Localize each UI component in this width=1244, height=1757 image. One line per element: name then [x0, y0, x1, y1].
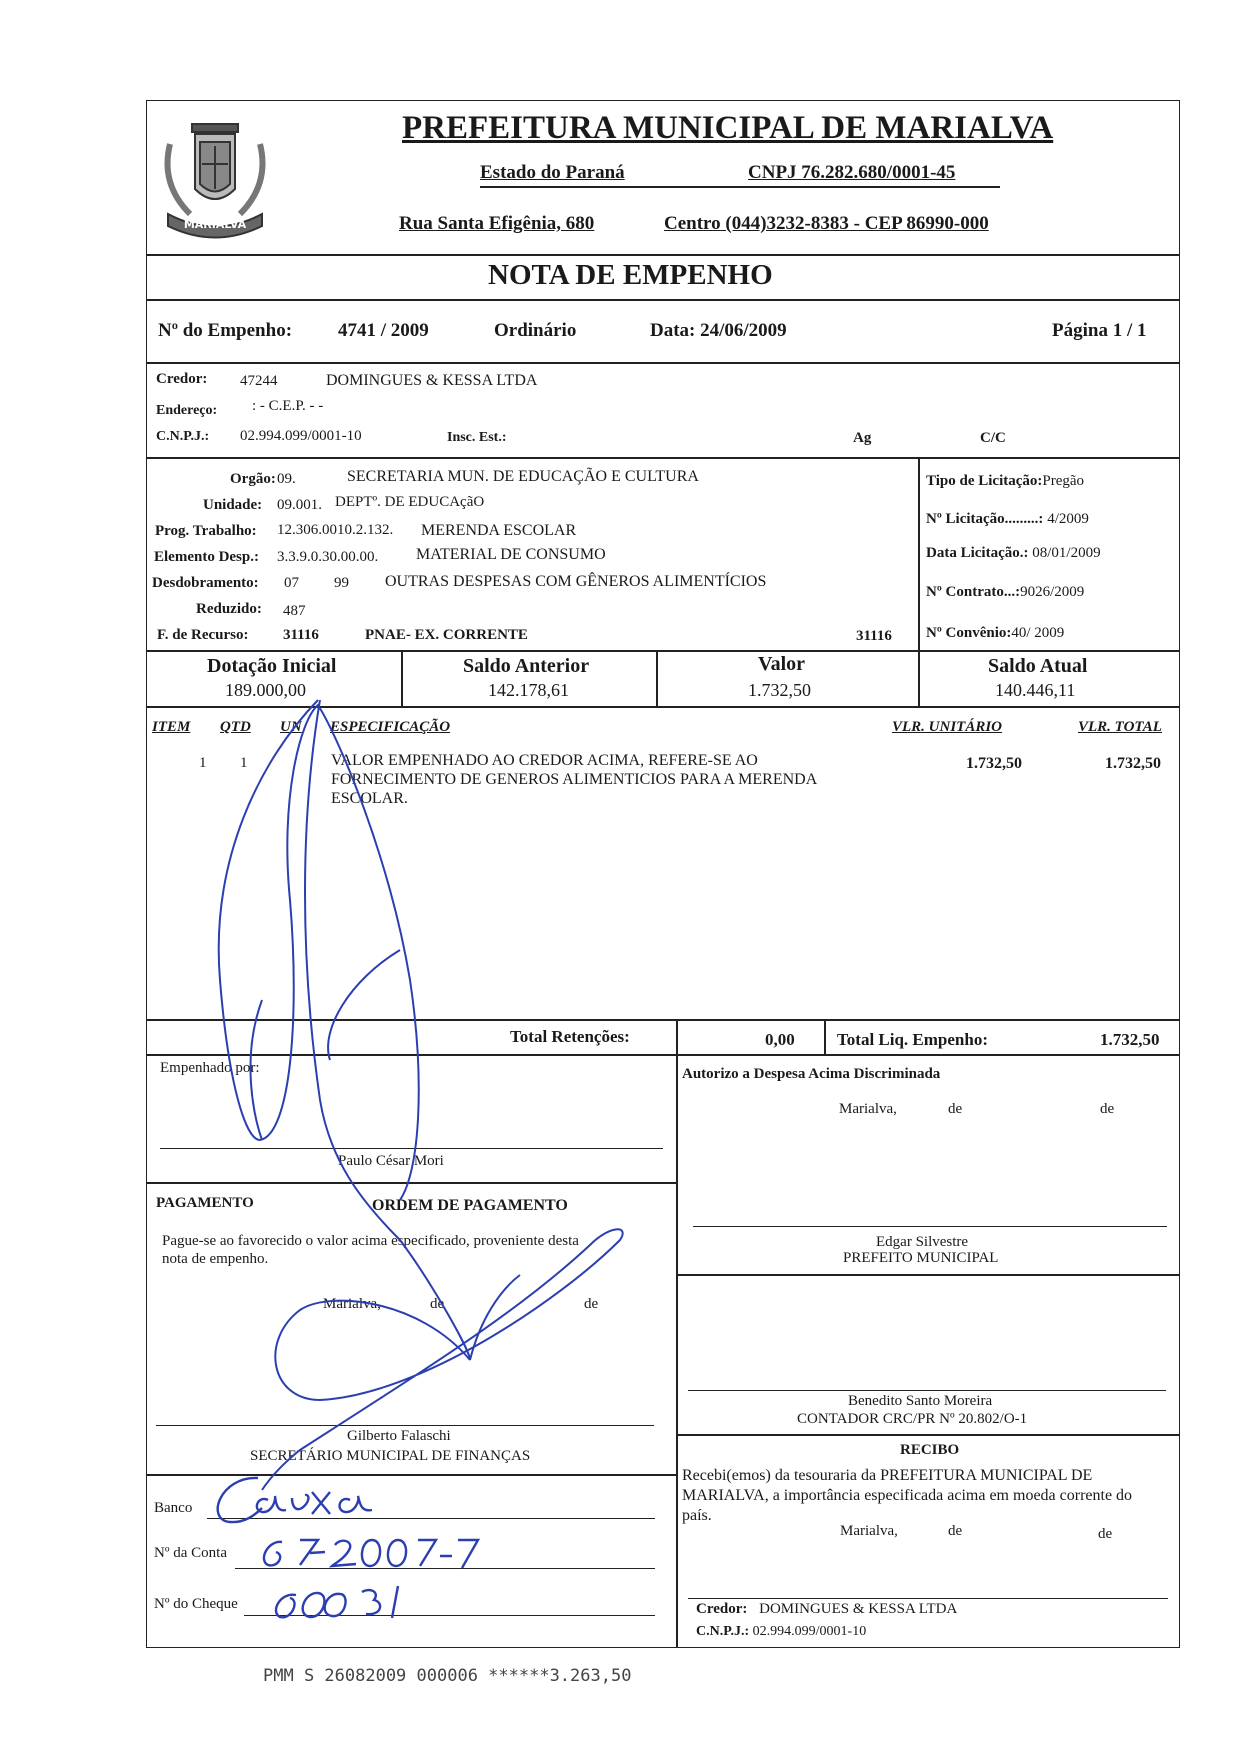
pagamento-text-line1: Pague-se ao favorecido o valor acima especificado, proveniente desta: [162, 1233, 579, 1249]
bank-stamp: PMM S 26082009 000006 ******3.263,50: [263, 1666, 632, 1686]
contrato-value: 9026/2009: [1020, 584, 1085, 600]
pagamento-de1: de: [430, 1296, 445, 1312]
col-especificacao: ESPECIFICAÇÃO: [330, 719, 451, 735]
signature-line: [160, 1148, 663, 1149]
page-number: Página 1 / 1: [1052, 320, 1147, 341]
prog-trabalho-code: 12.306.0010.2.132.: [277, 522, 394, 538]
state-label: Estado do Paraná: [480, 162, 625, 183]
signature-line: [688, 1390, 1166, 1391]
district-phone-cep: Centro (044)3232-8383 - CEP 86990-000: [664, 213, 989, 234]
crest-icon: [150, 104, 280, 254]
contrato-label: Nº Contrato...:: [926, 584, 1021, 600]
divider: [146, 1054, 1180, 1056]
insc-est-label: Insc. Est.:: [447, 430, 507, 445]
document-title: NOTA DE EMPENHO: [488, 259, 773, 291]
cheque-line: [244, 1615, 655, 1616]
signature-line: [693, 1226, 1167, 1227]
convenio-value: 40/ 2009: [1011, 625, 1065, 641]
retencoes-label: Total Retenções:: [510, 1027, 630, 1046]
numero-licitacao-value: 4/2009: [1043, 511, 1089, 527]
recibo-cnpj: [696, 1624, 866, 1640]
col-item: ITEM: [152, 719, 191, 735]
vertical-divider: [824, 1019, 826, 1055]
reduzido-label: Reduzido:: [196, 601, 262, 617]
divider: [146, 254, 1180, 256]
recibo-credor-value: DOMINGUES & KESSA LTDA: [759, 1601, 958, 1617]
saldo-anterior-value: 142.178,61: [488, 680, 569, 700]
recibo-city: Marialva,: [840, 1523, 898, 1539]
convenio: [926, 625, 1064, 642]
divider: [146, 362, 1180, 364]
prog-trabalho-name: MERENDA ESCOLAR: [421, 522, 577, 539]
recurso-code: 31116: [283, 627, 319, 643]
ag-label: Ag: [853, 430, 872, 446]
desdobramento-code1: 07: [284, 575, 299, 591]
dotacao-inicial-label: Dotação Inicial: [207, 655, 337, 677]
banco-line: [207, 1518, 655, 1519]
recurso-code2: 31116: [856, 628, 892, 644]
recibo-text-line3: país.: [682, 1507, 712, 1524]
divider: [146, 1182, 677, 1184]
data-licitacao-value: 08/01/2009: [1028, 545, 1101, 561]
cheque-label: Nº do Cheque: [154, 1596, 238, 1612]
pagamento-de2: de: [584, 1296, 599, 1312]
vertical-divider: [918, 650, 920, 706]
recibo-de1: de: [948, 1523, 963, 1539]
unidade-name: DEPTº. DE EDUCAçãO: [335, 494, 485, 510]
col-vlr-unitario: VLR. UNITÁRIO: [892, 719, 1003, 735]
recibo-credor-label: Credor:: [696, 1601, 748, 1617]
item-number: 1: [199, 755, 207, 771]
col-qtd: QTD: [220, 719, 251, 735]
col-un: UN: [280, 719, 302, 735]
saldo-anterior-label: Saldo Anterior: [463, 655, 590, 677]
autorizo-de2: de: [1100, 1101, 1115, 1117]
autorizo-de1: de: [948, 1101, 963, 1117]
secretario-role: SECRETÁRIO MUNICIPAL DE FINANÇAS: [250, 1448, 531, 1464]
divider: [146, 299, 1180, 301]
contador-name: Benedito Santo Moreira: [848, 1393, 993, 1409]
prefeito-role: PREFEITO MUNICIPAL: [843, 1250, 999, 1266]
recibo-text-line2: MARIALVA, a importância especificada acima em moeda corrente do: [682, 1487, 1133, 1504]
col-vlr-total: VLR. TOTAL: [1078, 719, 1162, 735]
crest-logo: [150, 104, 280, 254]
vertical-divider: [676, 1019, 678, 1055]
divider: [146, 650, 1180, 652]
saldo-atual-label: Saldo Atual: [988, 655, 1088, 677]
secretario-name: Gilberto Falaschi: [347, 1428, 451, 1444]
prog-trabalho-label: Prog. Trabalho:: [155, 523, 257, 539]
valor-value: 1.732,50: [748, 680, 811, 700]
elemento-label: Elemento Desp.:: [154, 549, 259, 565]
unidade-code: 09.001.: [277, 497, 322, 513]
valor-label: Valor: [758, 653, 806, 675]
conta-label: Nº da Conta: [154, 1545, 227, 1561]
conta-line: [235, 1568, 655, 1569]
pagamento-city: Marialva,: [323, 1296, 381, 1312]
prefeito-name: Edgar Silvestre: [876, 1234, 969, 1250]
ordem-pagamento: ORDEM DE PAGAMENTO: [372, 1197, 568, 1214]
divider: [146, 1474, 677, 1476]
vertical-divider: [401, 650, 403, 706]
reduzido-value: 487: [283, 603, 306, 619]
address-label: Rua Santa Efigênia, 680: [399, 213, 595, 234]
item-total-value: 1.732,50: [1105, 755, 1161, 772]
liquido-label: Total Liq. Empenho:: [837, 1030, 988, 1049]
numero-licitacao-label: Nº Licitação.........:: [926, 511, 1044, 527]
vertical-divider: [918, 457, 920, 651]
credor-name: DOMINGUES & KESSA LTDA: [326, 372, 538, 389]
svg-text:MARIALVA: MARIALVA: [183, 218, 247, 231]
contrato: [926, 584, 1084, 601]
item-unit-value: 1.732,50: [966, 755, 1022, 772]
empenho-date: Data: 24/06/2009: [650, 320, 787, 341]
dotacao-inicial-value: 189.000,00: [225, 680, 306, 700]
liquido-value: 1.732,50: [1100, 1030, 1160, 1049]
tipo-licitacao: [926, 473, 1084, 490]
recibo-title: RECIBO: [900, 1442, 960, 1458]
recurso-name: PNAE- EX. CORRENTE: [365, 627, 528, 643]
recibo-credor: [696, 1601, 957, 1618]
divider: [676, 1434, 1180, 1436]
vertical-divider: [676, 1054, 678, 1648]
divider: [146, 1019, 1180, 1021]
orgao-name: SECRETARIA MUN. DE EDUCAÇÃO E CULTURA: [347, 468, 699, 485]
saldo-atual-value: 140.446,11: [995, 680, 1076, 700]
retencoes-value: 0,00: [765, 1030, 795, 1049]
item-qtd: 1: [240, 755, 248, 771]
recurso-label: F. de Recurso:: [157, 627, 249, 643]
desdobramento-code2: 99: [334, 575, 349, 591]
state-underline: [480, 186, 1000, 188]
elemento-code: 3.3.9.0.30.00.00.: [277, 549, 379, 565]
data-licitacao: [926, 545, 1101, 562]
divider: [146, 457, 1180, 459]
convenio-label: Nº Convênio:: [926, 625, 1012, 641]
banco-label: Banco: [154, 1500, 193, 1516]
divider: [146, 706, 1180, 708]
address-field-value: : - C.E.P. - -: [252, 398, 324, 414]
vertical-divider: [656, 650, 658, 706]
pagamento-text-line2: nota de empenho.: [162, 1251, 269, 1267]
orgao-code: 09.: [277, 471, 296, 487]
address-field-label: Endereço:: [156, 403, 218, 418]
desdobramento-label: Desdobramento:: [152, 575, 259, 591]
numero-licitacao: [926, 511, 1089, 528]
autorizo-city: Marialva,: [839, 1101, 897, 1117]
desdobramento-name: OUTRAS DESPESAS COM GÊNEROS ALIMENTÍCIOS: [385, 573, 767, 590]
item-spec-line3: ESCOLAR.: [331, 790, 408, 807]
recibo-text-line1: Recebi(emos) da tesouraria da PREFEITURA MUNICIPAL DE: [682, 1467, 1093, 1484]
unidade-label: Unidade:: [203, 497, 263, 513]
credor-code: 47244: [240, 373, 278, 389]
tipo-licitacao-value: Pregão: [1042, 473, 1085, 489]
data-licitacao-label: Data Licitação.:: [926, 545, 1029, 561]
signature-line: [688, 1598, 1168, 1599]
elemento-name: MATERIAL DE CONSUMO: [416, 546, 606, 563]
recibo-cnpj-value: 02.994.099/0001-10: [752, 1624, 867, 1639]
recibo-cnpj-label: C.N.P.J.:: [696, 1624, 750, 1639]
item-spec-line1: VALOR EMPENHADO AO CREDOR ACIMA, REFERE-SE AO: [331, 752, 758, 769]
empenhado-label: Empenhado por:: [160, 1060, 260, 1076]
cnpj-label: CNPJ 76.282.680/0001-45: [748, 162, 956, 183]
empenho-number-label: Nº do Empenho:: [158, 320, 293, 341]
divider: [676, 1274, 1180, 1276]
municipality-title: PREFEITURA MUNICIPAL DE MARIALVA: [402, 110, 1054, 146]
empenhado-signer: Paulo César Mori: [338, 1153, 444, 1169]
contador-role: CONTADOR CRC/PR Nº 20.802/O-1: [797, 1411, 1028, 1427]
cnpj-field-label: C.N.P.J.:: [156, 429, 210, 444]
cc-label: C/C: [980, 430, 1006, 446]
recibo-de2: de: [1098, 1526, 1113, 1542]
item-spec-line2: FORNECIMENTO DE GENEROS ALIMENTICIOS PARA A MERENDA: [331, 771, 818, 788]
credor-label: Credor:: [156, 371, 208, 387]
orgao-label: Orgão:: [230, 471, 276, 487]
signature-line: [156, 1425, 654, 1426]
autorizo-title: Autorizo a Despesa Acima Discriminada: [682, 1066, 941, 1082]
cnpj-field-value: 02.994.099/0001-10: [240, 428, 362, 444]
tipo-licitacao-label: Tipo de Licitação:: [926, 473, 1043, 489]
pagamento-label: PAGAMENTO: [156, 1195, 254, 1211]
empenho-number: 4741 / 2009: [338, 320, 429, 341]
empenho-type: Ordinário: [494, 320, 577, 341]
